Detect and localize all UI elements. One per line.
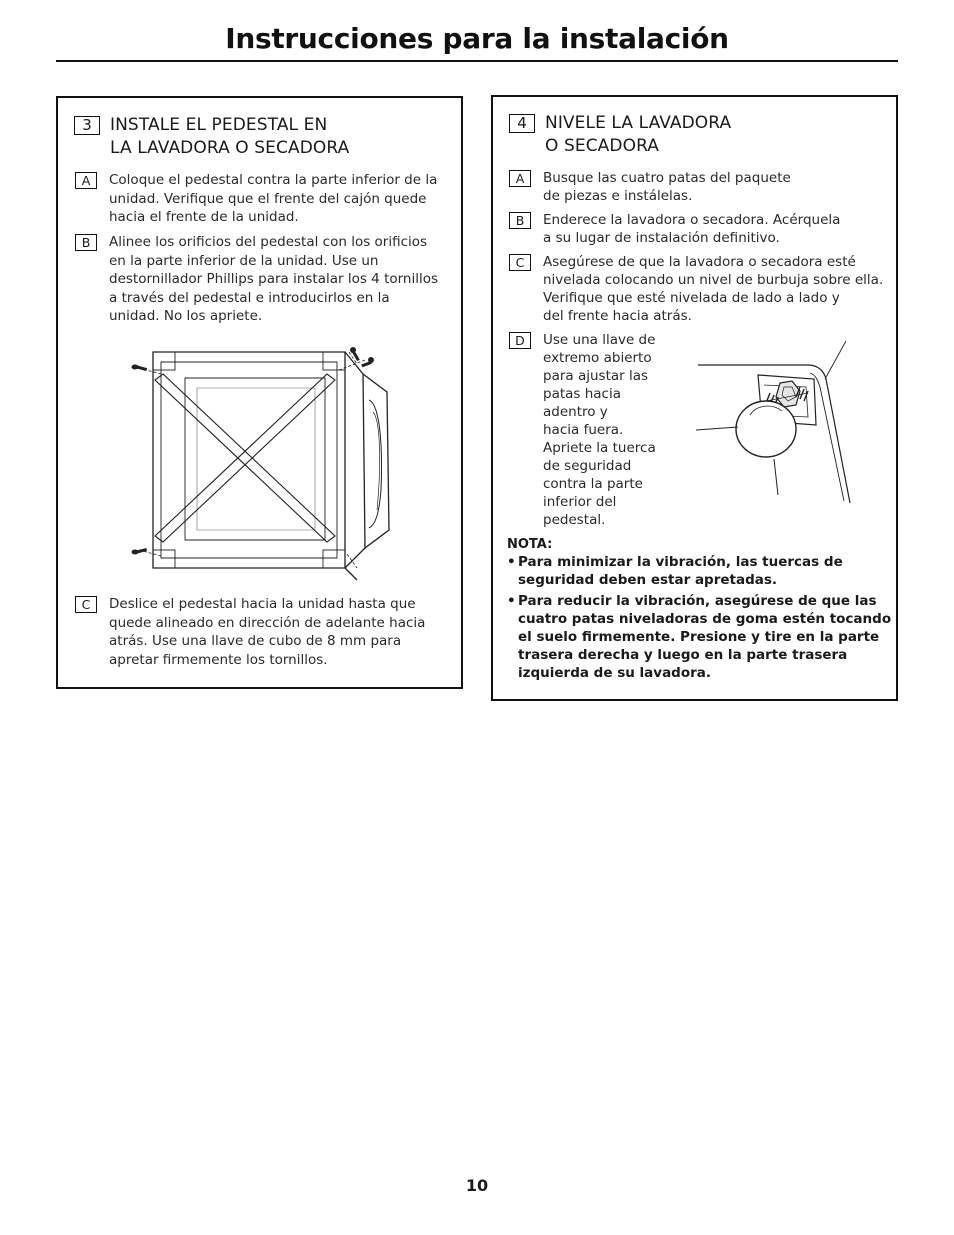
step-4-item-a-letter: A xyxy=(509,170,531,187)
step-3-item-b-letter: B xyxy=(75,234,97,251)
step-3-item-a-text: Coloque el pedestal contra la parte inferior de la unidad. Verifique que el frente del cajón quede hacia el frente de la unidad. xyxy=(109,172,438,225)
note-bullet-2-text: Para reducir la vibración, asegúrese de que las cuatro patas niveladoras de goma estén tocando el suelo firmemente. Presione y tire en la parte trasera derecha y luego en la parte trasera izquierda de su lavadora. xyxy=(518,593,892,681)
step-4-item-b xyxy=(509,211,840,247)
leveling-leg-illustration xyxy=(690,335,860,510)
step-3-item-c-text: Deslice el pedestal hacia la unidad hasta que quede alineado en dirección de adelante hacia atrás. Use una llave de cubo de 8 mm para apretar firmemente los tornillos. xyxy=(109,596,426,668)
step-3-item-c xyxy=(75,595,425,669)
step-4-item-c-letter: C xyxy=(509,254,531,271)
title-rule xyxy=(56,60,898,62)
step-4-item-b-text: Enderece la lavadora o secadora. Acérquela a su lugar de instalación definitivo. xyxy=(543,212,841,246)
page-title: Instrucciones para la instalación xyxy=(225,22,729,55)
step-3-title: INSTALE EL PEDESTAL EN LA LAVADORA O SECADORA xyxy=(110,115,350,158)
step-3-item-a xyxy=(75,171,437,227)
step-4-title: NIVELE LA LAVADORA O SECADORA xyxy=(545,113,732,156)
note-bullet-1 xyxy=(507,553,843,589)
step-4-header xyxy=(509,112,731,158)
bullet-dot-icon: • xyxy=(507,593,516,609)
step-4-item-c-text: Asegúrese de que la lavadora o secadora esté nivelada colocando un nivel de burbuja sobre ella. Verifique que esté nivelada de lado a lado y del frente hacia atrás. xyxy=(543,254,884,324)
note-bullet-2 xyxy=(507,592,891,682)
bullet-dot-icon: • xyxy=(507,554,516,570)
step-3-item-b-text: Alinee los orificios del pedestal con los orificios en la parte inferior de la unidad. Use un destornillador Phillips para instalar los 4 tornillos a través del pedestal e introducirlos en la unidad. No los apriete. xyxy=(109,234,439,324)
step-4-item-a-text: Busque las cuatro patas del paquete de piezas e instálelas. xyxy=(543,170,791,204)
step-3-number: 3 xyxy=(74,116,100,135)
note-label: NOTA: xyxy=(507,537,553,552)
step-4-item-b-letter: B xyxy=(509,212,531,229)
step-4-item-d-text: Use una llave de extremo abierto para ajustar las patas hacia adentro y hacia fuera. Apriete la tuerca de seguridad contra la parte inferior del pedestal. xyxy=(543,332,656,528)
step-3-item-c-letter: C xyxy=(75,596,97,613)
note-bullet-1-text: Para minimizar la vibración, las tuercas de seguridad deben estar apretadas. xyxy=(518,554,843,588)
step-3-item-b xyxy=(75,233,438,326)
page-number: 10 xyxy=(465,1176,489,1195)
step-4-item-c xyxy=(509,253,883,325)
step-3-header xyxy=(74,114,349,160)
step-4-item-a xyxy=(509,169,791,205)
step-4-number: 4 xyxy=(509,114,535,133)
step-4-item-d-letter: D xyxy=(509,332,531,349)
pedestal-illustration xyxy=(125,340,395,580)
step-3-item-a-letter: A xyxy=(75,172,97,189)
step-4-item-d xyxy=(509,331,656,529)
